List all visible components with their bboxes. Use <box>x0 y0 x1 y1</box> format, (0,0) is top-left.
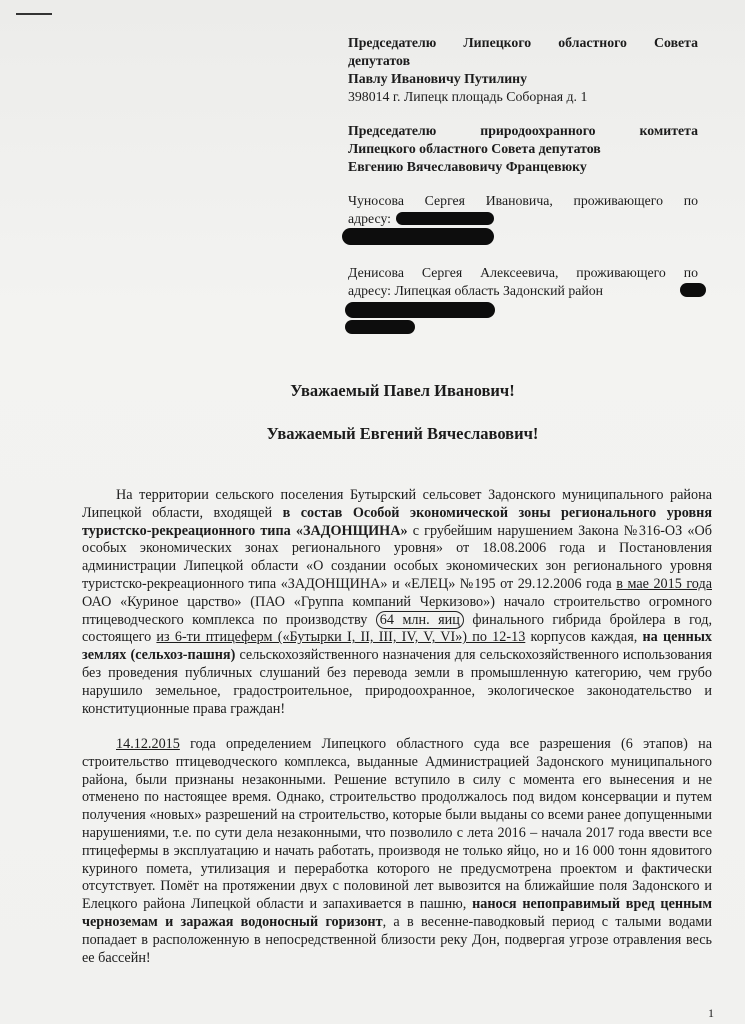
sender-address: адресу: Липецкая область Задонский район <box>348 283 604 298</box>
redaction-mark <box>396 212 494 225</box>
text-run: финального гибрида бройлера в год, состоящего <box>82 611 712 646</box>
text-run: , а в весенне-паводковый период с талыми водами попадает в расположенную в непосредственной близости реку Дон, подвергая угрозе отравления весь ее бассейн! <box>82 913 713 966</box>
redaction-mark <box>680 283 706 297</box>
underlined-text: в мае 2015 года <box>616 575 712 592</box>
salutation-first: Уважаемый Павел Иванович! <box>290 381 515 400</box>
redaction-mark <box>342 228 494 245</box>
text-run: корпусов каждая, <box>525 629 643 646</box>
text-run: с грубейшим нарушением Закона №316-ОЗ «Об особых экономических зонах регионального уровня» от 18.08.2006 года и Постановления администрации Липецкой области «О создании особых экономических зон регионального уровня туристско-рекреационного типа «ЗАДОНЩИНА» и «ЕЛЕЦ» №195 от 29.12.2006 года <box>82 522 712 592</box>
paragraph-violations <box>82 487 712 718</box>
page-number: 1 <box>708 1006 714 1020</box>
sender-denisov <box>348 264 698 300</box>
addressee-line: Председателю Липецкого областного Совета <box>348 35 698 50</box>
text-run: сельскохозяйственного назначения для сельскохозяйственного использования без проведения публичных слушаний без перевода земли в промышленную категорию, чем грубо нарушило земельное, градостроительное, природоохранное, экологическое законодательство и конституционные права граждан! <box>82 647 712 717</box>
text-run: На территории сельского поселения Бутырский сельсовет Задонского муниципального района Липецкой области, входящей <box>82 487 712 521</box>
sender-line: Чуносова Сергея Ивановича, проживающего по <box>348 193 698 208</box>
addressee-line: Председателю природоохранного комитета <box>348 123 698 138</box>
addressee-committee <box>348 122 698 176</box>
text-run: года определением Липецкого областного суда все разрешения (6 этапов) на строительство птицеводческого комплекса, выданные Администрацией Задонского муниципального района, были признаны незаконными. Решение вступило в силу с момента его вынесения и не отменено по настоящее время. Однако, строительство продолжалось под видом консервации и путем получения «новых» разрешений на строительство, которые были выданы со всеми ранее допущенными нарушениями, т.е. по сути дела незаконными, что позволило с лета 2016 – начала 2017 года ввести все птицефермы в эксплуатацию и начать работать, производя не только яйцо, но и 16 000 тонн ядовитого куриного помета, утилизация и переработка которого не предусмотрена проектом и фактически отсутствует. Помёт на протяжении двух с половиной лет вывозится на ближайшие поля Задонского и Елецкого района Липецкой области и запахивается в пашню, <box>82 736 712 913</box>
addressee-chairman <box>348 34 698 106</box>
addressee-line: депутатов <box>348 53 411 68</box>
addressee-address: 398014 г. Липецк площадь Соборная д. 1 <box>348 89 588 104</box>
circled-text: 64 млн. яиц <box>376 611 464 629</box>
underlined-text: из 6-ти птицеферм («Бутырки I, II, III, IV, V, VI») по 12-13 <box>156 629 526 646</box>
bold-text: нанося непоправимый вред ценным черноземам и заражая водоносный горизонт <box>82 896 712 930</box>
addressee-line: Липецкого областного Совета депутатов <box>348 141 601 156</box>
sender-line: Денисова Сергея Алексеевича, проживающего по <box>348 265 698 280</box>
text-run: ОАО «Куриное царство» (ПАО «Группа компаний Черкизово») начало строительство огромного птицеводческого комплекса по производству <box>82 593 712 628</box>
addressee-name: Евгению Вячеславовичу Францевюку <box>348 159 587 174</box>
salutation-second: Уважаемый Евгений Вячеславович! <box>266 424 539 443</box>
redaction-mark <box>345 302 495 318</box>
paragraph-court-ruling <box>82 736 712 967</box>
bold-text: в состав Особой экономической зоны регионального уровня туристско-рекреационного типа «ЗАДОНЩИНА» <box>82 504 712 539</box>
redaction-mark <box>345 320 415 334</box>
underlined-date: 14.12.2015 <box>116 736 180 752</box>
sender-address-label: адресу: <box>348 211 392 226</box>
addressee-name: Павлу Ивановичу Путилину <box>348 71 527 86</box>
corner-dash <box>16 13 52 15</box>
bold-text: на ценных землях (сельхоз-пашня) <box>82 629 712 664</box>
